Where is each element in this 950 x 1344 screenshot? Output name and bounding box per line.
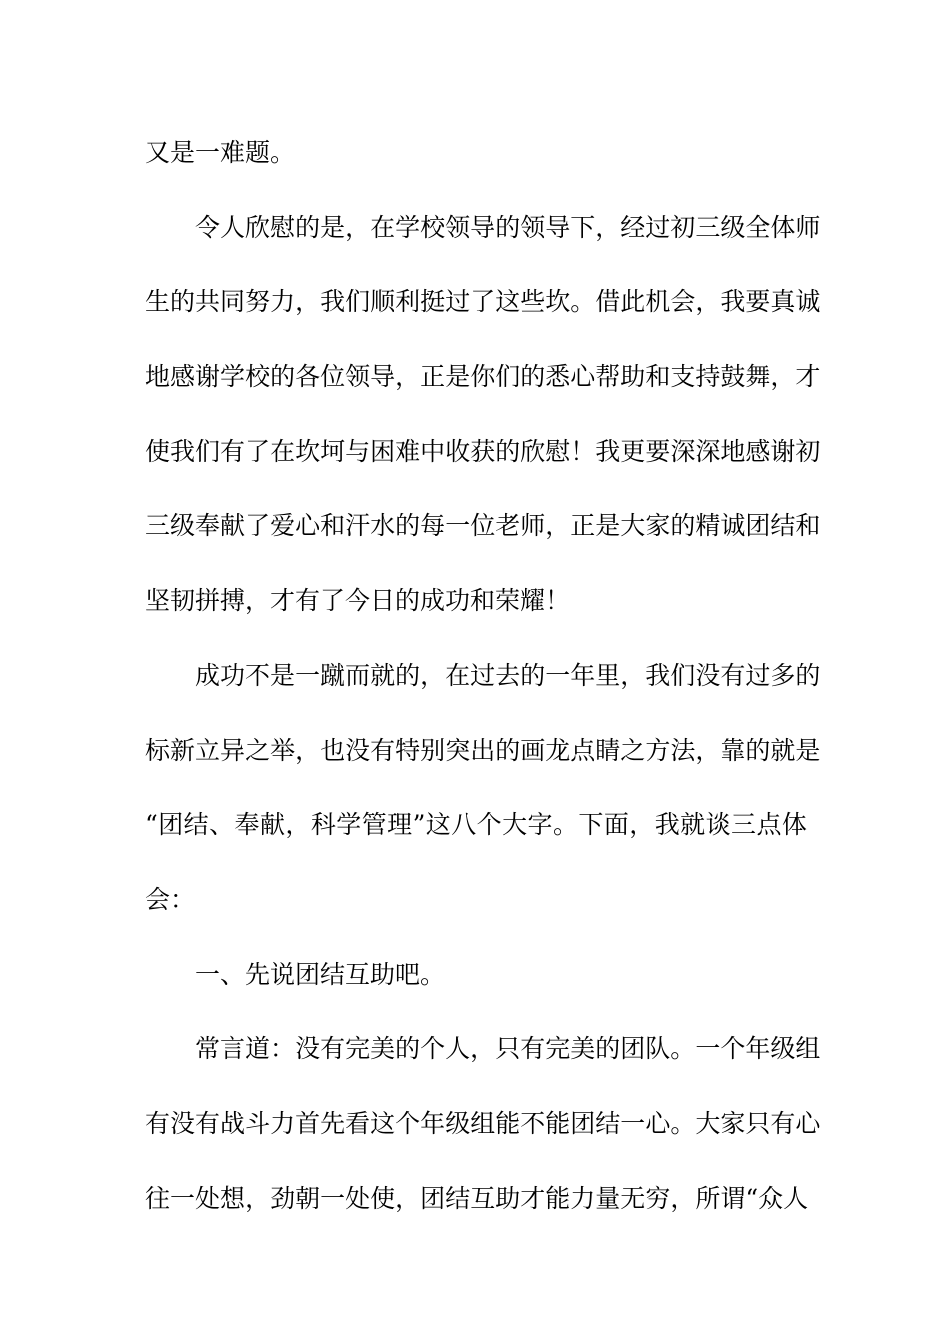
body-text	[145, 128, 821, 1248]
text-line: 成 功 不 是 一 蹴 而 就 的 ， 在 过 去 的 一 年 里 ， 我 们 没 有 过 多 的	[195, 660, 821, 690]
text-line: 地 感 谢 学 校 的 各 位 领 导 ， 正 是 你 们 的 悉 心 帮 助 和 支 持 鼓 舞 ， 才	[145, 362, 821, 392]
text-line: 又是一难题。	[145, 138, 296, 167]
text-line: “ 团 结 、 奉 献 ， 科 学 管 理 ” 这 八 个 大 字 。 下 面 ， 我 就 谈 三 点 体	[145, 810, 807, 840]
text-line: 令 人 欣 慰 的 是 ， 在 学 校 领 导 的 领 导 下 ， 经 过 初 三 级 全 体 师	[195, 212, 821, 242]
text-line: 使 我 们 有 了 在 坎 坷 与 困 难 中 收 获 的 欣 慰 ！ 我 更 要 深 深 地 感 谢 初	[145, 436, 821, 466]
text-line: 三 级 奉 献 了 爱 心 和 汗 水 的 每 一 位 老 师 ， 正 是 大 家 的 精 诚 团 结 和	[145, 511, 821, 541]
text-line: 有 没 有 战 斗 力 首 先 看 这 个 年 级 组 能 不 能 团 结 一 心 。 大 家 只 有 心	[145, 1108, 821, 1138]
text-line: 生 的 共 同 努 力 ， 我 们 顺 利 挺 过 了 这 些 坎 。 借 此 机 会 ， 我 要 真 诚	[145, 287, 821, 317]
text-line: 一、先说团结互助吧。	[195, 959, 446, 989]
text-line: 会：	[145, 884, 196, 914]
text-line: 常 言 道 ： 没 有 完 美 的 个 人 ， 只 有 完 美 的 团 队 。 一 个 年 级 组	[195, 1034, 821, 1064]
text-line: 标 新 立 异 之 举 ， 也 没 有 特 别 突 出 的 画 龙 点 睛 之 方 法 ， 靠 的 就 是	[145, 735, 821, 765]
text-line: 坚韧拼搏，才有了今日的成功和荣耀！	[145, 586, 571, 616]
text-line: 往 一 处 想 ， 劲 朝 一 处 使 ， 团 结 互 助 才 能 力 量 无 穷 ， 所 谓 “ 众 人	[145, 1183, 809, 1213]
